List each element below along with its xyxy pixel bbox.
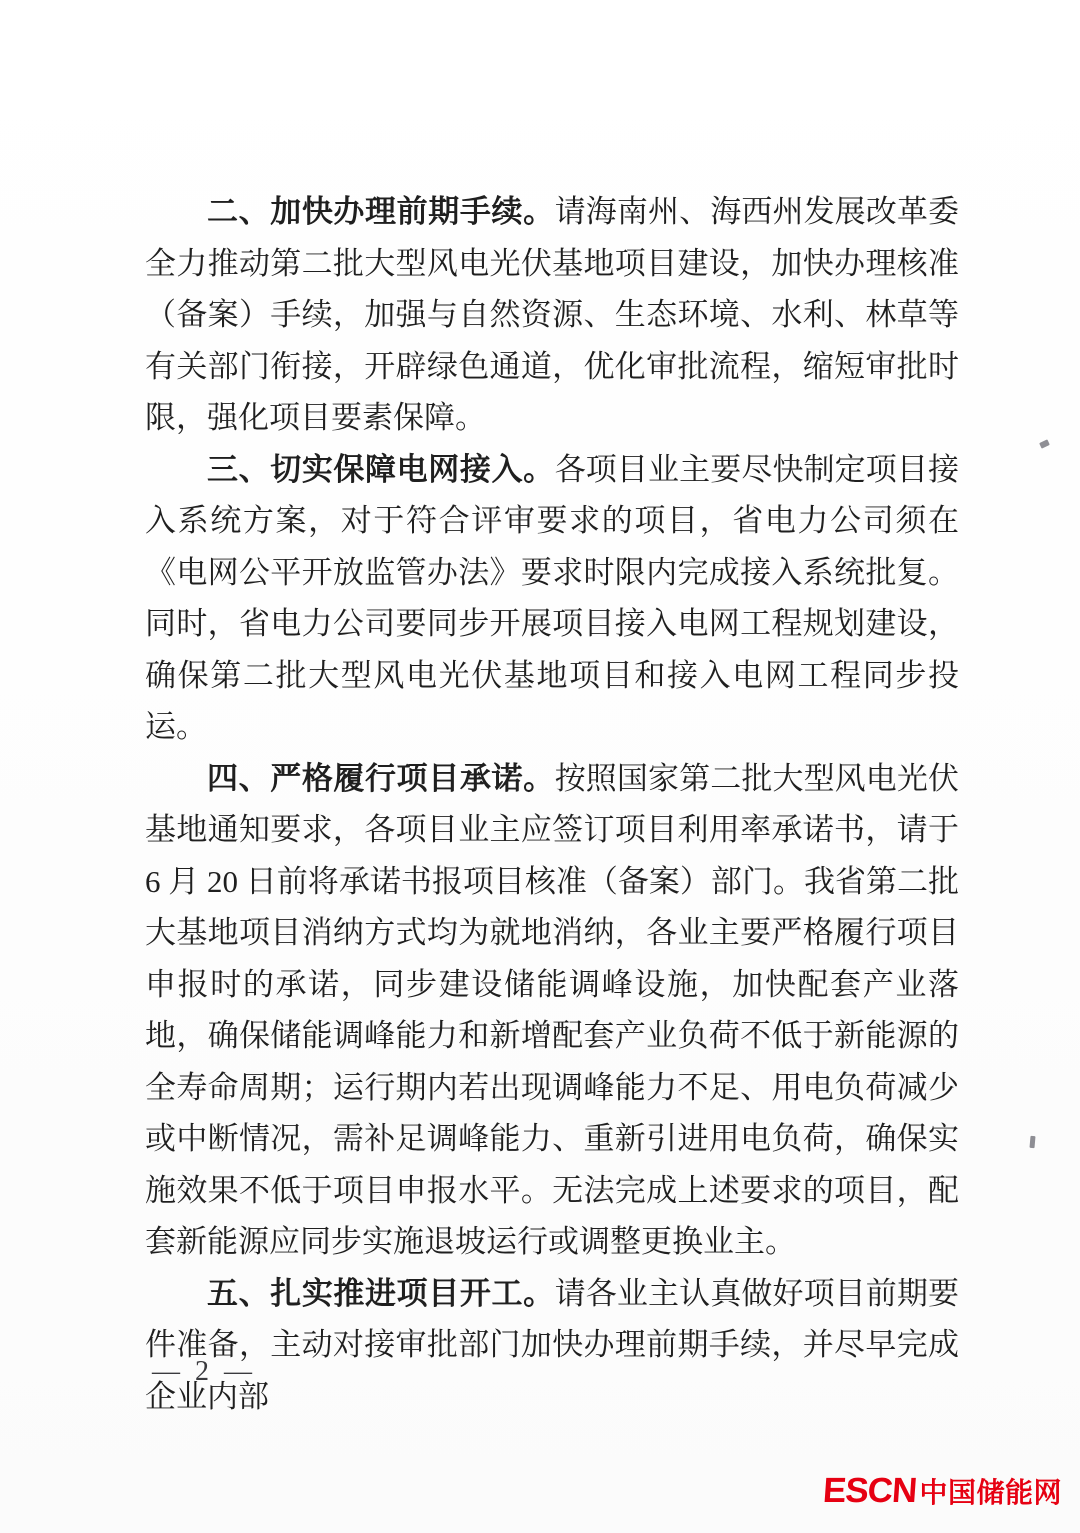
scan-artifact: [1039, 439, 1050, 448]
escn-logo-chinese: 中国储能网: [919, 1477, 1062, 1508]
paragraph-section-2: [145, 186, 959, 444]
section-2-text: 请海南州、海西州发展改革委全力推动第二批大型风电光伏基地项目建设，加快办理核准（备案）手续，加强与自然资源、生态环境、水利、林草等有关部门衔接，开辟绿色通道，优化审批流程，缩短审批时限，强化项目要素保障。: [145, 194, 960, 435]
section-2-heading: 二、加快办理前期手续。: [207, 194, 555, 229]
paragraph-section-4: [145, 753, 959, 1268]
paragraph-section-3: [145, 444, 959, 753]
escn-watermark-logo: [823, 1471, 1062, 1511]
document-body: [145, 186, 959, 1422]
page-number: — 2 —: [152, 1356, 256, 1387]
section-5-heading: 五、扎实推进项目开工。: [207, 1275, 555, 1311]
section-5-text: 请各业主认真做好项目前期要件准备，主动对接审批部门加快办理前期手续，并尽早完成企业内部: [145, 1275, 960, 1414]
paragraph-section-5: [145, 1268, 959, 1423]
section-4-heading: 四、严格履行项目承诺。: [207, 760, 555, 796]
section-4-text: 按照国家第二批大型风电光伏基地通知要求，各项目业主应签订项目利用率承诺书，请于 6 月 20 日前将承诺书报项目核准（备案）部门。我省第二批大基地项目消纳方式均为就地消纳，各业主要严格履行项目申报时的承诺，同步建设储能调峰设施，加快配套产业落地，确保储能调峰能力和新增配套产业负荷不低于新能源的全寿命周期；运行期内若出现调峰能力不足、用电负荷减少或中断情况，需补足调峰能力、重新引进用电负荷，确保实施效果不低于项目申报水平。无法完成上述要求的项目，配套新能源应同步实施退坡运行或调整更换业主。: [145, 760, 960, 1259]
scan-artifact: [1029, 1136, 1035, 1148]
section-3-heading: 三、切实保障电网接入。: [207, 451, 555, 487]
escn-logo-latin: ESCN: [821, 1471, 918, 1510]
section-3-text: 各项目业主要尽快制定项目接入系统方案，对于符合评审要求的项目，省电力公司须在《电网公平开放监管办法》要求时限内完成接入系统批复。同时，省电力公司要同步开展项目接入电网工程规划建设，确保第二批大型风电光伏基地项目和接入电网工程同步投运。: [145, 451, 960, 744]
